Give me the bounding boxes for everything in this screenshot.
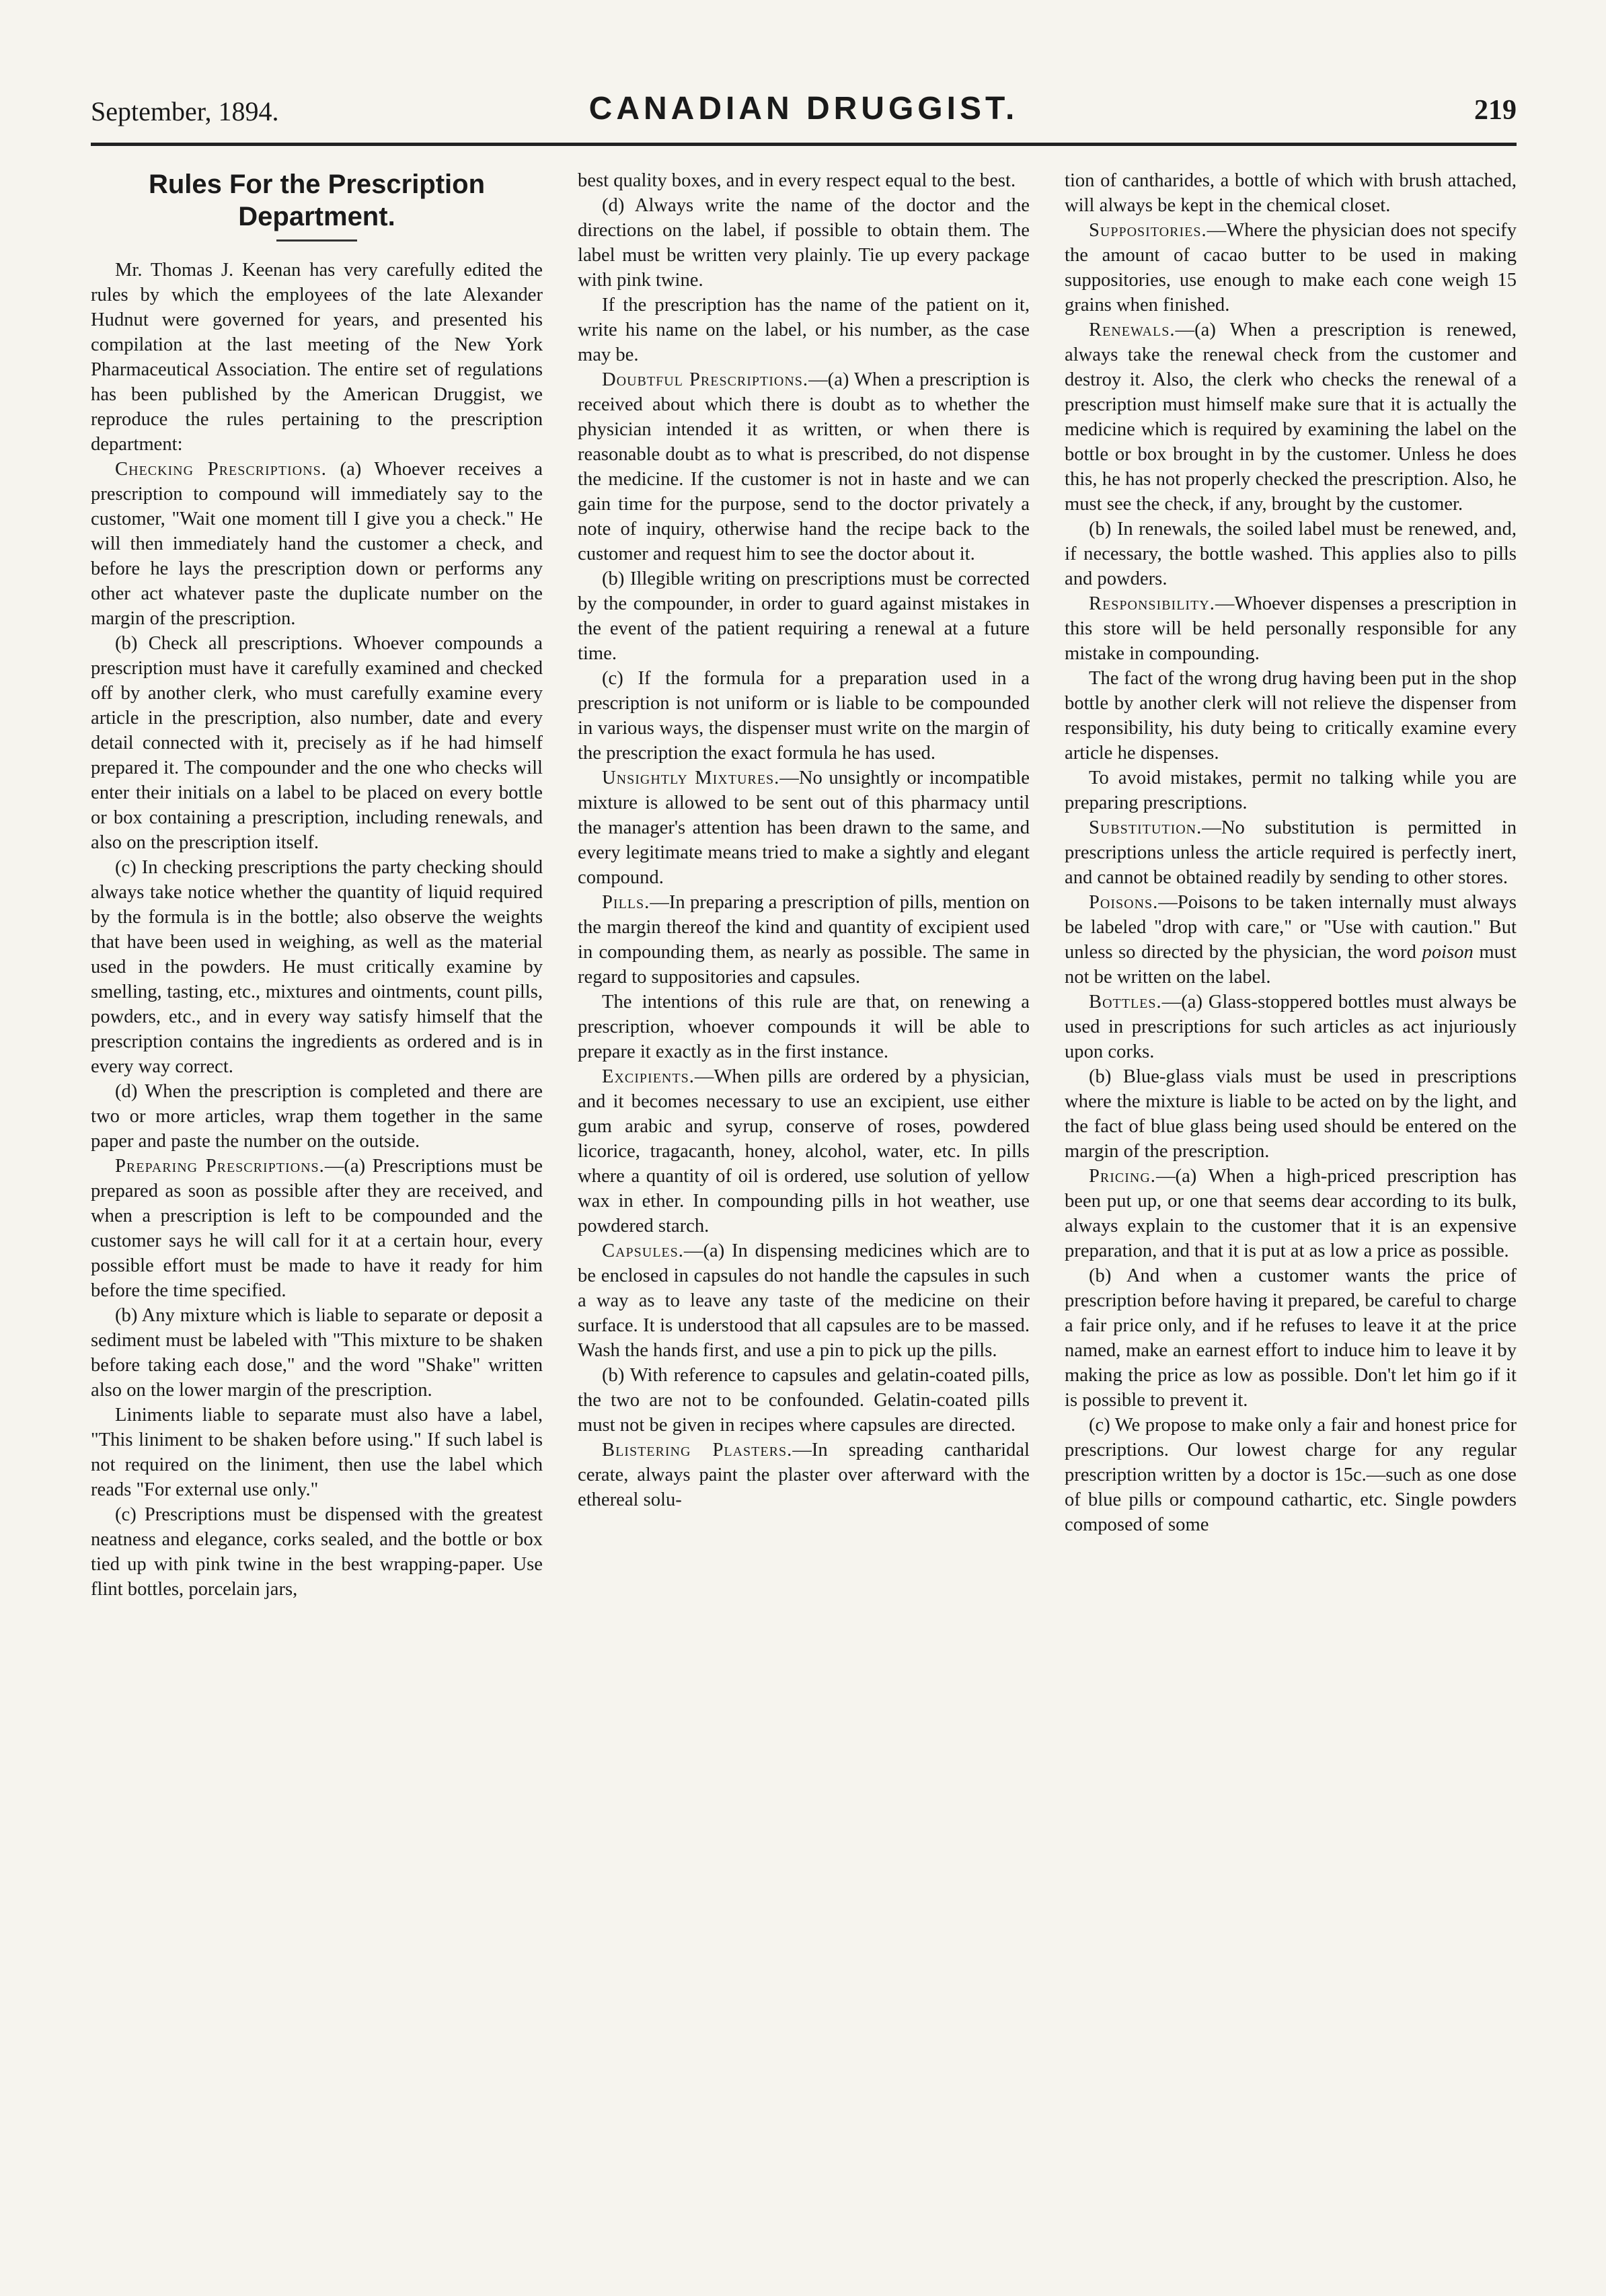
paragraph xyxy=(578,890,1030,990)
paragraph: (b) Any mixture which is liable to separate or deposit a sediment must be labeled with "This mixture to be shaken before taking each dose," and the word "Shake" written also on the lower margin of the prescription. xyxy=(91,1305,543,1401)
issue-date: September, 1894. xyxy=(91,96,279,126)
section-heading: Responsibility. xyxy=(1089,593,1215,614)
column-2 xyxy=(578,168,1030,2267)
section-heading: Unsightly Mixtures. xyxy=(602,768,780,788)
page-number: 219 xyxy=(1474,95,1517,126)
paragraph: best quality boxes, and in every respect equal to the best. xyxy=(578,170,1016,191)
paragraph-text: —(a) When a prescription is received about which there is doubt as to whether the physician intended it as written, or when there is reasonable doubt as to what is prescribed, do not dispense the medicine. If the customer is not in haste and we can gain time for the purpose, send to the doctor privately a note of inquiry, otherwise hand the recipe back to the customer and request him to see the doctor about it. xyxy=(578,369,1030,564)
paragraph xyxy=(578,1438,1030,1512)
paragraph-text: —When pills are ordered by a physician, and it becomes necessary to use an excipient, use either gum arabic and syrup, conserve of roses, powdered licorice, tragacanth, honey, alcohol, water, etc. In pills where a quantity of oil is ordered, use solution of yellow wax in ether. In compounding pills in hot weather, use powdered starch. xyxy=(578,1066,1030,1236)
paragraph xyxy=(91,1154,543,1303)
paragraph: The fact of the wrong drug having been put in the shop bottle by another clerk will not relieve the dispenser from responsibility, his duty being to critically examine every article he dispenses. xyxy=(1065,668,1517,764)
running-header xyxy=(91,87,1517,135)
paragraph-text: —(a) When a prescription is renewed, always take the renewal check from the customer and destroy it. Also, the clerk who checks the renewal of a prescription must himself make sure that it is actually the medicine which is required by examining the label on the bottle or box brought in by the customer. Unless he does this, he has not properly checked the prescription. Also, he must see the check, if any, brought by the customer. xyxy=(1065,320,1517,515)
paragraph xyxy=(1065,591,1517,666)
article-title: Rules For the Prescription Department. xyxy=(148,170,486,231)
emphasized-word: poison xyxy=(1422,942,1474,963)
paragraph-text: —In spreading cantharidal cerate, always paint the plaster over afterward with the ethereal solu- xyxy=(578,1440,1030,1510)
paragraph-text: —No unsightly or incompatible mixture is allowed to be sent out of this pharmacy until the manager's attention has been drawn to the same, and every legitimate means tried to make a sightly and elegant compound. xyxy=(578,768,1030,888)
paragraph: tion of cantharides, a bottle of which with brush attached, will always be kept in the chemical closet. xyxy=(1065,170,1517,216)
paragraph-text: —(a) When a high-priced prescription has been put up, or one that seems dear according to its bulk, always explain to the customer that it is an expensive preparation, and that it is put at as low a price as possible. xyxy=(1065,1166,1517,1261)
publication-title: CANADIAN DRUGGIST. xyxy=(588,91,1019,126)
paragraph: (b) In renewals, the soiled label must be renewed, and, if necessary, the bottle washed. This applies also to pills and powders. xyxy=(1065,519,1517,589)
paragraph xyxy=(578,766,1030,890)
paragraph-text: —(a) Glass-stoppered bottles must always be used in prescriptions for such articles as act injuriously upon corks. xyxy=(1065,992,1517,1062)
paragraph xyxy=(1065,218,1517,318)
paragraph: (d) Always write the name of the doctor and the directions on the label, if possible to obtain them. The label must be written very plainly. Tie up every package with pink twine. xyxy=(578,195,1030,291)
paragraph: (c) We propose to make only a fair and honest price for prescriptions. Our lowest charge for any regular prescription written by a doctor is 15c.—such as one dose of blue pills or compound cathartic, etc. Single powders composed of some xyxy=(1065,1415,1517,1535)
section-heading: Renewals. xyxy=(1089,320,1176,340)
paragraph: Liniments liable to separate must also have a label, "This liniment to be shaken before using." If such label is not required on the liniment, then use the label which reads "For external use only." xyxy=(91,1405,543,1500)
paragraph: (b) And when a customer wants the price of prescription before having it prepared, be careful to charge a fair price only, and if he refuses to leave it at the price named, make an earnest effort to induce him to leave it by making the price as low as possible. Don't let him go if it is possible to prevent it. xyxy=(1065,1265,1517,1411)
section-heading: Blistering Plasters. xyxy=(602,1440,793,1460)
paragraph: (c) If the formula for a preparation used in a prescription is not uniform or is liable to be compounded in various ways, the dispenser must write on the margin of the prescription the exact formula he has used. xyxy=(578,668,1030,764)
paragraph-text: must not be written on the label. xyxy=(1065,942,1517,988)
paragraph xyxy=(1065,815,1517,890)
section-heading: Pills. xyxy=(602,892,650,913)
section-heading: Excipients. xyxy=(602,1066,695,1087)
paragraph: (b) Illegible writing on prescriptions must be corrected by the compounder, in order to guard against mistakes in the event of the patient requiring a renewal at a future time. xyxy=(578,568,1030,664)
paragraph-text: —Where the physician does not specify the amount of cacao butter to be used in making suppositories, use enough to make each cone weigh 15 grains when finished. xyxy=(1065,220,1517,316)
paragraph: (c) Prescriptions must be dispensed with the greatest neatness and elegance, corks sealed, and the bottle or box tied up with pink twine in the best wrapping-paper. Use flint bottles, porcelain jars, xyxy=(91,1504,543,1600)
paragraph: The intentions of this rule are that, on renewing a prescription, whoever compounds it will be able to prepare it exactly as in the first instance. xyxy=(578,992,1030,1062)
paragraph: (b) Blue-glass vials must be used in prescriptions where the mixture is liable to be acted on by the light, and the fact of blue glass being used should be entered on the margin of the prescription. xyxy=(1065,1066,1517,1162)
title-divider xyxy=(276,239,357,242)
paragraph xyxy=(91,457,543,631)
header-rule xyxy=(91,143,1517,146)
paragraph-text: —Poisons to be taken internally must always be labeled "drop with care," or "Use with caution." But unless so directed by the physician, the word xyxy=(1065,892,1517,963)
paragraph: To avoid mistakes, permit no talking while you are preparing prescriptions. xyxy=(1065,768,1517,813)
paragraph xyxy=(1065,890,1517,990)
column-1 xyxy=(91,168,543,2267)
paragraph xyxy=(1065,1164,1517,1263)
paragraph-text: —Whoever dispenses a prescription in this store will be held personally responsible for any mistake in compounding. xyxy=(1065,593,1517,664)
paragraph: (d) When the prescription is completed and there are two or more articles, wrap them together in the same paper and paste the number on the outside. xyxy=(91,1081,543,1152)
section-heading: Capsules. xyxy=(602,1240,684,1261)
section-heading: Preparing Prescriptions. xyxy=(115,1156,325,1177)
paragraph: If the prescription has the name of the patient on it, write his name on the label, or his number, as the case may be. xyxy=(578,295,1030,365)
paragraph-text: (a) Whoever receives a prescription to compound will immediately say to the customer, "Wait one moment till I give you a check." He will then immediately hand the customer a check, and before he lays the prescription down or performs any other act whatever paste the duplicate number on the margin of the prescription. xyxy=(91,459,543,629)
paragraph xyxy=(1065,318,1517,517)
paragraph-text: —(a) In dispensing medicines which are to be enclosed in capsules do not handle the capsules in such a way as to leave any taste of the medicine on their surface. It is understood that all capsules are to be massed. Wash the hands first, and use a pin to pick up the pills. xyxy=(578,1240,1030,1361)
intro-paragraph: Mr. Thomas J. Keenan has very carefully edited the rules by which the employees of the late Alexander Hudnut were governed for years, and presented his compilation at the last meeting of the New York Pharmaceutical Association. The entire set of regulations has been published by the American Druggist, we reproduce the rules pertaining to the prescription department: xyxy=(91,260,543,455)
paragraph-text: —In preparing a prescription of pills, mention on the margin thereof the kind and quantity of excipient used in compounding them, as nearly as possible. The same in regard to suppositories and capsules. xyxy=(578,892,1030,988)
paragraph-text: —No substitution is permitted in prescriptions unless the article required is perfectly inert, and cannot be obtained readily by sending to other stores. xyxy=(1065,817,1517,888)
paragraph xyxy=(578,1064,1030,1238)
section-heading: Pricing. xyxy=(1089,1166,1156,1187)
section-heading: Substitution. xyxy=(1089,817,1202,838)
section-heading: Suppositories. xyxy=(1089,220,1207,241)
section-heading: Doubtful Prescriptions. xyxy=(602,369,809,390)
section-heading: Checking Prescriptions. xyxy=(115,459,327,480)
paragraph xyxy=(578,1238,1030,1363)
paragraph-text: —(a) Prescriptions must be prepared as soon as possible after they are received, and when a prescription is left to be compounded and the customer says he will call for it at a certain hour, every possible effort must be made to have it ready for him before the time specified. xyxy=(91,1156,543,1301)
column-3 xyxy=(1065,168,1517,2267)
paragraph xyxy=(1065,990,1517,1064)
paragraph: (b) Check all prescriptions. Whoever compounds a prescription must have it carefully examined and checked off by another clerk, who must carefully examine every article in the prescription, also number, date and every detail connected with it, precisely as if he had himself prepared it. The compounder and the one who checks will enter their initials on a label to be placed on every bottle or box containing a prescription, including renewals, and also on the prescription itself. xyxy=(91,633,543,853)
section-heading: Poisons. xyxy=(1089,892,1159,913)
article-columns xyxy=(91,168,1517,2267)
paragraph: (b) With reference to capsules and gelatin-coated pills, the two are not to be confounded. Gelatin-coated pills must not be given in recipes where capsules are directed. xyxy=(578,1365,1030,1436)
paragraph xyxy=(578,367,1030,566)
paragraph: (c) In checking prescriptions the party checking should always take notice whether the quantity of liquid required by the formula is in the bottle; also observe the weights that have been used in weighing, as well as the material used in the powders. He must critically examine by smelling, tasting, etc., mixtures and ointments, count pills, powders, etc., and in every way satisfy himself that the prescription contains the ingredients as ordered and is in every way correct. xyxy=(91,857,543,1077)
section-heading: Bottles. xyxy=(1089,992,1162,1012)
